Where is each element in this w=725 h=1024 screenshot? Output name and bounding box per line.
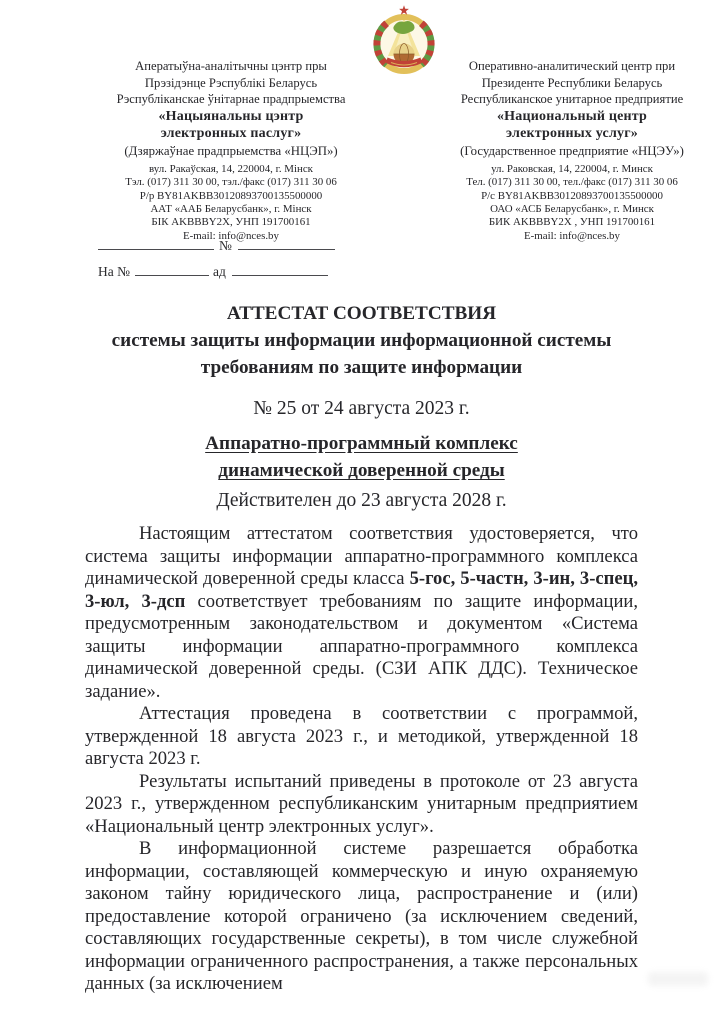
- org-name: «Нацыянальны цэнтр: [158, 108, 304, 124]
- subject-name-line2: динамической доверенной среды: [218, 460, 505, 481]
- address-line: Р/с BY81AKBB30120893700135500000: [481, 189, 663, 202]
- document-body: [85, 300, 638, 996]
- address-line: вул. Ракаўская, 14, 220004, г. Мінск: [149, 162, 313, 175]
- document-title-line3: требованиям по защите информации: [200, 357, 523, 378]
- paragraph-1: [85, 523, 638, 703]
- org-line: Рэспубліканскае ўнітарнае прадпрыемства: [116, 92, 346, 107]
- blank-date-line: [232, 262, 328, 276]
- letterhead-russian: [424, 58, 720, 243]
- email-line: E-mail: info@nces.by: [524, 229, 620, 242]
- scan-artifact: [648, 972, 708, 986]
- org-name: электронных паслуг»: [160, 125, 302, 141]
- address-line: ААТ «ААБ Беларусбанк», г. Мінск: [150, 203, 312, 215]
- org-name: электронных услуг»: [506, 125, 638, 141]
- org-line: Оперативно-аналитический центр при: [468, 59, 676, 73]
- incoming-number-line: [98, 262, 335, 288]
- address-line: БІК AKBBBY2X, УНП 191700161: [151, 216, 311, 229]
- blank-number-line: [135, 262, 209, 276]
- org-line: Прэзідэнце Рэспублікі Беларусь: [144, 75, 318, 90]
- ad-label: ад: [213, 264, 226, 279]
- paragraph-3: Результаты испытаний приведены в протоколе от 23 августа 2023 г., утвержденном республиканским унитарным предприятием «Национальный центр электронных услуг».: [85, 770, 638, 837]
- address-line: Тел. (017) 311 30 00, тел./факс (017) 311 30 06: [466, 176, 678, 189]
- org-subtitle: (Дзяржаўнае прадпрыемства «НЦЭП»): [124, 143, 338, 158]
- org-name: «Национальный центр: [496, 108, 647, 124]
- red-star-icon: [399, 5, 409, 14]
- paragraph-4: В информационной системе разрешается обработка информации, составляющей коммерческую и иную охраняемую законом тайну юридического лица, распространение и (или) предоставление которой ограничено (за исключением сведений, составляющих государственные секреты), в том числе служебной информации ограниченного распространения, а также персональных данных (за исключением: [85, 838, 638, 994]
- blank-number-line: [238, 236, 335, 250]
- subject-name-line1: Аппаратно-программный комплекс: [205, 433, 518, 454]
- protection-classes-bold: 5-гос, 5-частн, 3-ин, 3-спец, 3-юл, 3-дсп: [85, 568, 639, 612]
- org-address-block: [80, 163, 382, 243]
- address-line: БИК AKBBBY2X , УНП 191700161: [488, 216, 656, 229]
- document-title-line2: системы защиты информации информационной системы: [111, 330, 612, 351]
- blank-date-line: [98, 236, 214, 250]
- address-line: ОАО «АСБ Беларусбанк», г. Минск: [490, 203, 654, 215]
- org-line: Аператыўна-аналітычны цэнтр пры: [135, 59, 327, 73]
- address-line: ул. Раковская, 14, 220004, г. Минск: [491, 162, 653, 175]
- document-title-line1: АТТЕСТАТ СООТВЕТСТВИЯ: [226, 303, 497, 324]
- reference-number-block: [98, 236, 335, 288]
- validity-line: Действителен до 23 августа 2028 г.: [216, 490, 507, 511]
- address-line: Р/р BY81AKBB30120893700135500000: [139, 189, 323, 202]
- org-subtitle: (Государственное предприятие «НЦЭУ»): [460, 143, 684, 158]
- address-line: Тэл. (017) 311 30 00, тэл./факс (017) 311 30 06: [125, 176, 337, 189]
- org-line: Президенте Республики Беларусь: [481, 75, 663, 90]
- number-sign-label: №: [219, 238, 232, 253]
- paragraph-1-text: Настоящим аттестатом соответствия удостоверяется, что система защиты информации аппаратно-программного комплекса динамической доверенной среды класса: [85, 523, 638, 589]
- org-line: Республиканское унитарное предприятие: [460, 92, 684, 107]
- email-line: E-mail: info@nces.by: [183, 229, 279, 242]
- letterhead-belarusian: [80, 58, 382, 243]
- org-address-block: [424, 163, 720, 243]
- paragraph-1-text: соответствует требованиям по защите информации, предусмотренным законодательством и документом «Система защиты информации аппаратно-программного комплекса динамической доверенной среды. (СЗИ АПК ДДС). Техническое задание».: [85, 590, 638, 702]
- certificate-number-date: № 25 от 24 августа 2023 г.: [253, 398, 470, 419]
- na-number-label: На №: [98, 264, 130, 279]
- paragraph-2: Аттестация проведена в соответствии с программой, утвержденной 18 августа 2023 г., и методикой, утвержденной 18 августа 2023 г.: [85, 703, 638, 769]
- outgoing-number-line: [98, 236, 335, 262]
